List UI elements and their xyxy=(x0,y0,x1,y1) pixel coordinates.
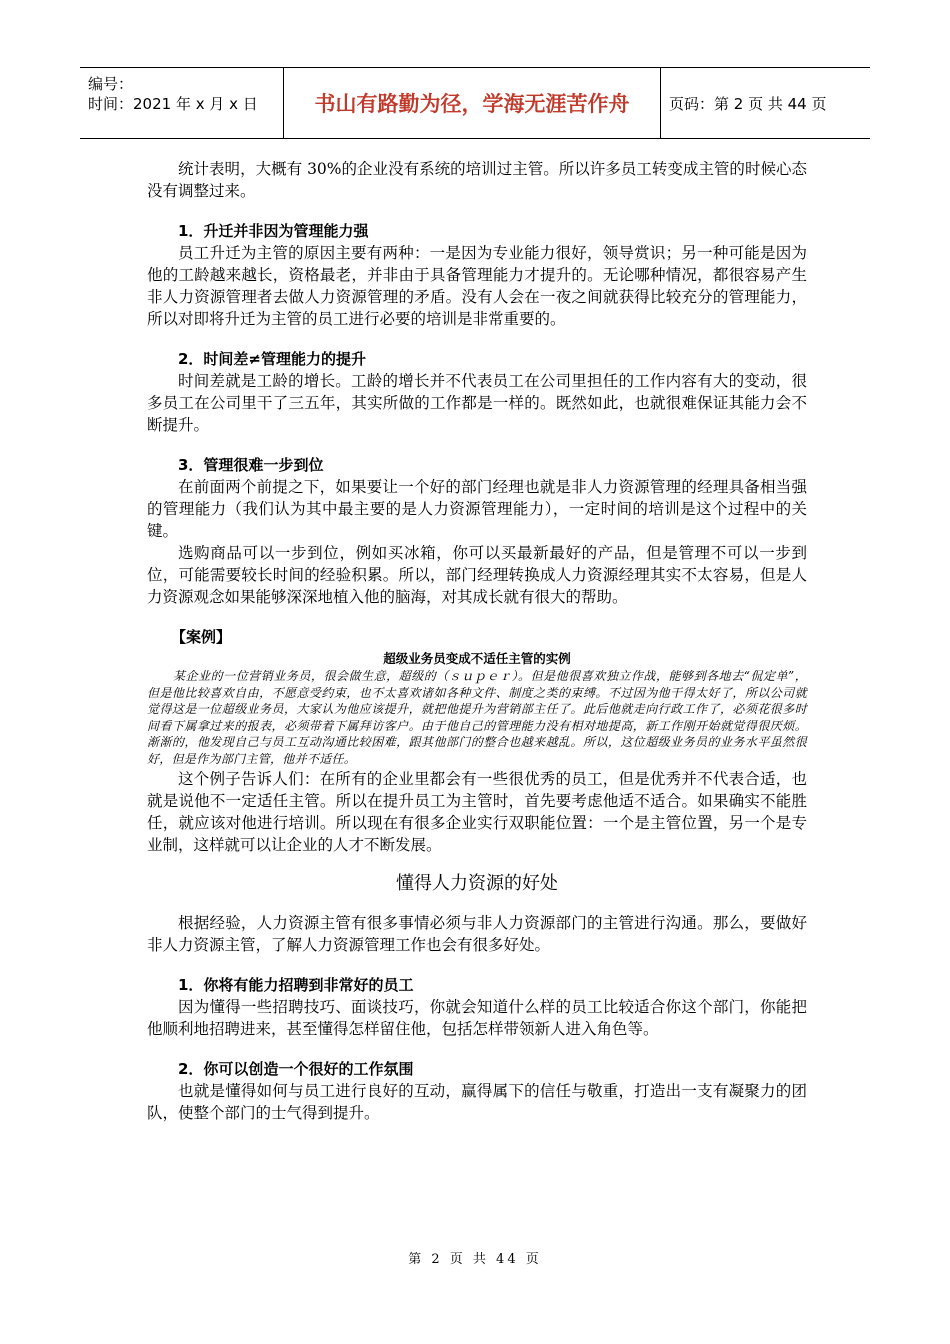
case-conclusion: 这个例子告诉人们：在所有的企业里都会有一些很优秀的员工，但是优秀并不代表合适，也就是说他不一定适任主管。所以在提升员工为主管时，首先要考虑他适不适合。如果确实不能胜任，就应该对他进行培训。所以现在有很多企业实行双职能位置：一个是主管位置，另一个是专业制，这样就可以让企业的人才不断发展。 xyxy=(147,769,807,854)
document-body xyxy=(147,158,807,1124)
paragraph-time-gap: 时间差就是工龄的增长。工龄的增长并不代表员工在公司里担任的工作内容有大的变动，很多员工在公司里干了三五年，其实所做的工作都是一样的。既然如此，也就很难保证其能力会不断提升。 xyxy=(147,372,807,434)
header-motto: 书山有路勤为径，学海无涯苦作舟 xyxy=(284,68,661,138)
intro-paragraph: 统计表明，大概有 30%的企业没有系统的培训过主管。所以许多员工转变成主管的时候心态没有调整过来。 xyxy=(147,160,807,200)
case-title: 超级业务员变成不适任主管的实例 xyxy=(383,651,571,666)
paragraph-benefit-recruit: 因为懂得一些招聘技巧、面谈技巧，你就会知道什么样的员工比较适合你这个部门，你能把他顺利地招聘进来，甚至懂得怎样留住他，包括怎样带领新人进入角色等。 xyxy=(147,997,807,1038)
paragraph-one-step-2: 选购商品可以一步到位，例如买冰箱，你可以买最新最好的产品，但是管理不可以一步到位，可能需要较长时间的经验积累。所以，部门经理转换成人力资源经理其实不太容易，但是人力资源观念如果能够深深地植入他的脑海，对其成长就有很大的帮助。 xyxy=(147,544,807,606)
heading-promotion: 1．升迁并非因为管理能力强 xyxy=(178,222,369,240)
header-meta xyxy=(80,68,284,138)
heading-time-gap: 2．时间差≠管理能力的提升 xyxy=(178,350,367,368)
header-page-number: 页码：第 2 页 共 44 页 xyxy=(669,94,827,113)
paragraph-promotion: 员工升迁为主管的原因主要有两种：一是因为专业能力很好，领导赏识；另一种可能是因为他的工龄越来越长，资格最老，并非由于具备管理能力才提升的。无论哪种情况，都很容易产生非人力资源管理者去做人力资源管理的矛盾。没有人会在一夜之间就获得比较充分的管理能力，所以对即将升迁为主管的员工进行必要的培训是非常重要的。 xyxy=(147,244,807,328)
heading-benefit-atmosphere: 2．你可以创造一个很好的工作氛围 xyxy=(178,1059,414,1078)
document-number: 编号： xyxy=(88,75,134,93)
page-footer: 第 2 页 共 44 页 xyxy=(408,1252,542,1267)
document-date: 时间：2021 年 x 月 x 日 xyxy=(88,95,258,113)
heading-one-step: 3．管理很难一步到位 xyxy=(178,456,324,474)
paragraph-one-step-1: 在前面两个前提之下，如果要让一个好的部门经理也就是非人力资源管理的经理具备相当强的管理能力（我们认为其中最主要的是人力资源管理能力），一定时间的培训是这个过程中的关键。 xyxy=(147,478,807,540)
section-title: 懂得人力资源的好处 xyxy=(396,872,558,894)
section-intro: 根据经验，人力资源主管有很多事情必须与非人力资源部门的主管进行沟通。那么，要做好非人力资源主管，了解人力资源管理工作也会有很多好处。 xyxy=(147,913,807,954)
case-label: 【案例】 xyxy=(171,628,232,646)
paragraph-benefit-atmosphere: 也就是懂得如何与员工进行良好的互动，赢得属下的信任与敬重，打造出一支有凝聚力的团队，使整个部门的士气得到提升。 xyxy=(147,1081,807,1122)
case-text: 某企业的一位营销业务员，很会做生意，超级的（ｓｕｐｅｒ）。但是他很喜欢独立作战，能够到各地去“侃定单”，但是他比较喜欢自由，不愿意受约束，也不太喜欢诸如各种文件、制度之类的束缚。不过因为他干得太好了，所以公司就觉得这是一位超级业务员，大家认为他应该提升，就把他提升为营销部主任了。此后他就走向行政工作了，必须花很多时间看下属拿过来的报表，必须带着下属拜访客户。由于他自己的管理能力没有相对地提高，新工作刚开始就觉得很厌烦。渐渐的，他发现自己与员工互动沟通比较困难，跟其他部门的整合也越来越乱。所以，这位超级业务员的业务水平虽然很好，但是作为部门主管，他并不适任。 xyxy=(147,669,807,766)
page-header xyxy=(80,67,870,139)
heading-benefit-recruit: 1．你将有能力招聘到非常好的员工 xyxy=(178,975,414,994)
